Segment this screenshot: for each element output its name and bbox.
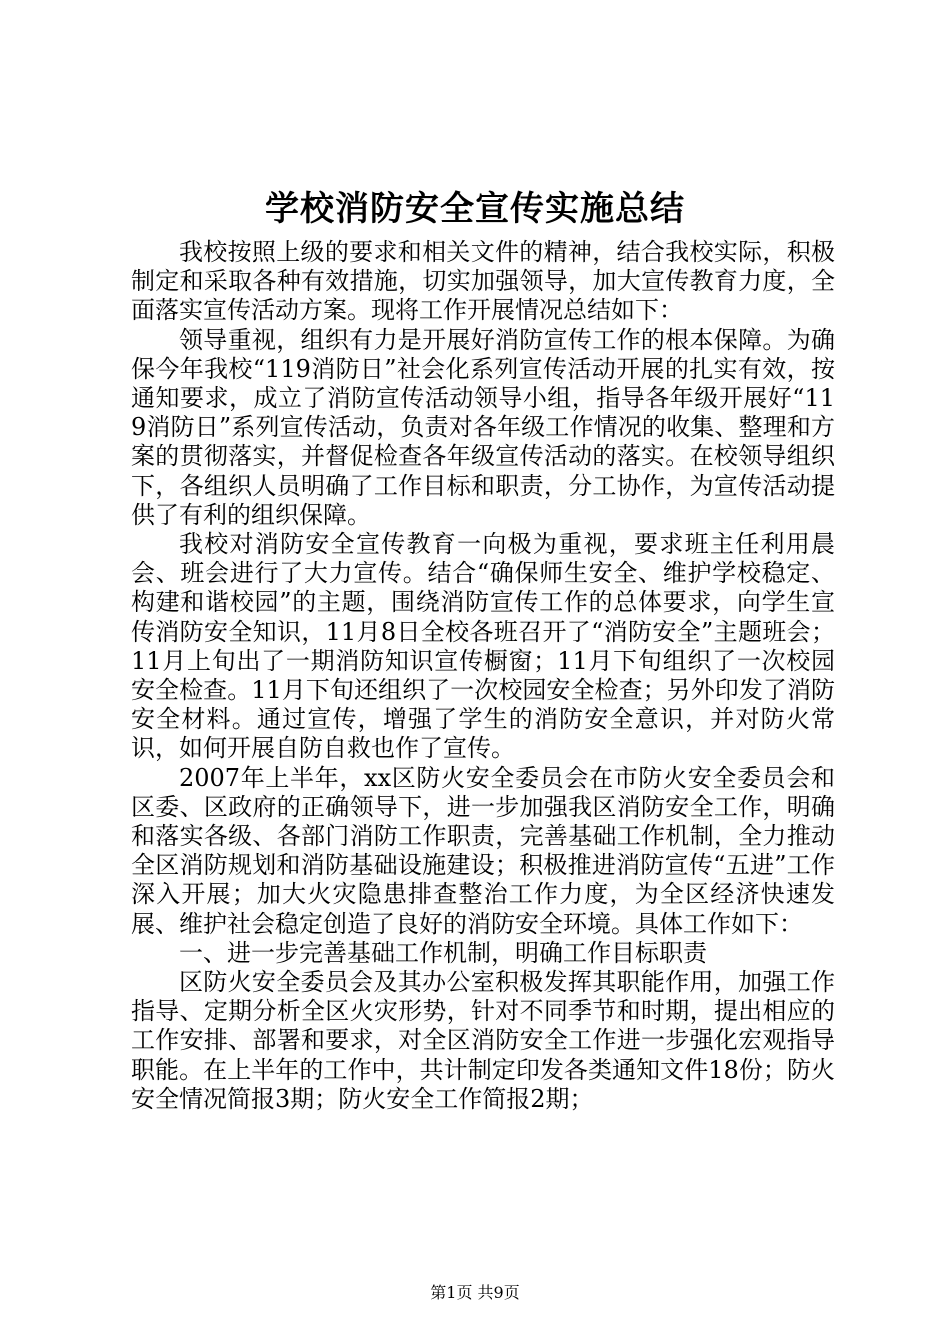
paragraph-intro: 我校按照上级的要求和相关文件的精神，结合我校实际，积极制定和采取各种有效措施，切实加强领导，加大宣传教育力度，全面落实宣传活动方案。现将工作开展情况总结如下：: [131, 238, 835, 325]
paragraph-leadership: 领导重视，组织有力是开展好消防宣传工作的根本保障。为确保今年我校“119消防日”社会化系列宣传活动开展的扎实有效，按通知要求，成立了消防宣传活动领导小组，指导各年级开展好“119消防日”系列宣传活动，负责对各年级工作情况的收集、整理和方案的贯彻落实，并督促检查各年级宣传活动的落实。在校领导组织下，各组织人员明确了工作目标和职责，分工协作，为宣传活动提供了有利的组织保障。: [131, 325, 835, 529]
paragraph-committee: 区防火安全委员会及其办公室积极发挥其职能作用，加强工作指导、定期分析全区火灾形势，针对不同季节和时期，提出相应的工作安排、部署和要求，对全区消防安全工作进一步强化宏观指导职能。在上半年的工作中，共计制定印发各类通知文件18份；防火安全情况简报3期；防火安全工作简报2期；: [131, 968, 835, 1113]
document-body: [131, 238, 835, 1114]
paragraph-education: 我校对消防安全宣传教育一向极为重视，要求班主任利用晨会、班会进行了大力宣传。结合“确保师生安全、维护学校稳定、构建和谐校园”的主题，围绕消防宣传工作的总体要求，向学生宣传消防安全知识，11月8日全校各班召开了“消防安全”主题班会；11月上旬出了一期消防知识宣传橱窗；11月下旬组织了一次校园安全检查。11月下旬还组织了一次校园安全检查；另外印发了消防安全材料。通过宣传，增强了学生的消防安全意识，并对防火常识，如何开展自防自救也作了宣传。: [131, 530, 835, 763]
document-title: 学校消防安全宣传实施总结: [265, 189, 685, 229]
section-heading-1: 一、进一步完善基础工作机制，明确工作目标职责: [179, 938, 707, 967]
page-number-footer: 第1页 共9页: [430, 1283, 520, 1302]
paragraph-district-summary: 2007年上半年，xx区防火安全委员会在市防火安全委员会和区委、区政府的正确领导下，进一步加强我区消防安全工作，明确和落实各级、各部门消防工作职责，完善基础工作机制，全力推动全区消防规划和消防基础设施建设；积极推进消防宣传“五进”工作深入开展；加大火灾隐患排查整治工作力度，为全区经济快速发展、维护社会稳定创造了良好的消防安全环境。具体工作如下：: [131, 763, 835, 938]
